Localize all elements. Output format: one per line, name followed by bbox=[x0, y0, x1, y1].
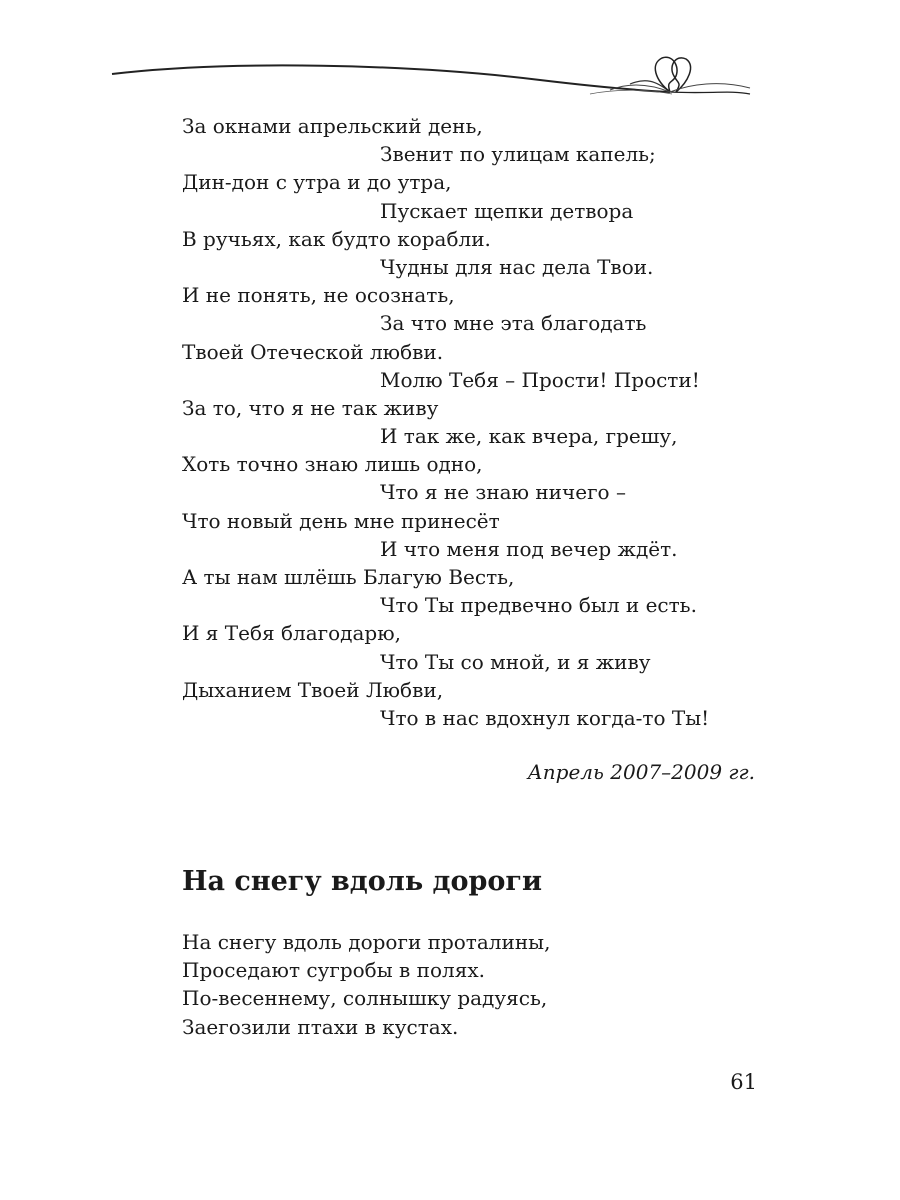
poem-line: Чудны для нас дела Твои. bbox=[380, 254, 654, 279]
poem-line: И я Тебя благодарю, bbox=[182, 621, 401, 646]
poem-line: А ты нам шлёшь Благую Весть, bbox=[182, 565, 515, 589]
poem-line: Дыханием Твоей Любви, bbox=[182, 677, 444, 702]
poem-body bbox=[182, 112, 782, 732]
poem-line: По-весеннему, солнышку радуясь, bbox=[182, 986, 548, 1011]
poem-line: И не понять, не осознать, bbox=[182, 283, 455, 308]
poem-line: В ручьях, как будто корабли. bbox=[182, 226, 491, 251]
poem-line: Хоть точно знаю лишь одно, bbox=[182, 452, 483, 477]
poem-line: Пускает щепки детвора bbox=[380, 198, 634, 223]
poem-line: Молю Тебя – Прости! Прости! bbox=[380, 367, 700, 392]
page-number: 61 bbox=[730, 1070, 757, 1094]
poem-date: Апрель 2007–2009 гг. bbox=[527, 760, 755, 784]
poem-line: Что я не знаю ничего – bbox=[380, 480, 626, 505]
poem-line: Что в нас вдохнул когда-то Ты! bbox=[380, 705, 710, 730]
poem-line: Звенит по улицам капель; bbox=[380, 142, 656, 167]
poem-line: Твоей Отеческой любви. bbox=[182, 339, 444, 364]
poem-line: Заегозили птахи в кустах. bbox=[182, 1014, 459, 1039]
poem-line: Дин-дон с утра и до утра, bbox=[182, 170, 452, 195]
poem-line: И что меня под вечер ждёт. bbox=[380, 536, 678, 561]
poem-line: Что Ты со мной, и я живу bbox=[380, 649, 651, 674]
poem-line: За то, что я не так живу bbox=[182, 395, 439, 420]
poem-line: И так же, как вчера, грешу, bbox=[380, 424, 678, 449]
poem-line: Что новый день мне принесёт bbox=[182, 508, 500, 533]
poem-title: На снегу вдоль дороги bbox=[182, 866, 543, 897]
poem-line: На снегу вдоль дороги проталины, bbox=[182, 930, 551, 954]
poem-line: Проседают сугробы в полях. bbox=[182, 958, 485, 983]
poem-line: За что мне эта благодать bbox=[380, 311, 647, 336]
page-header-ornament bbox=[110, 50, 760, 102]
poem-line: Что Ты предвечно был и есть. bbox=[380, 593, 697, 618]
poem-body bbox=[182, 928, 782, 1041]
poem-line: За окнами апрельский день, bbox=[182, 114, 483, 138]
